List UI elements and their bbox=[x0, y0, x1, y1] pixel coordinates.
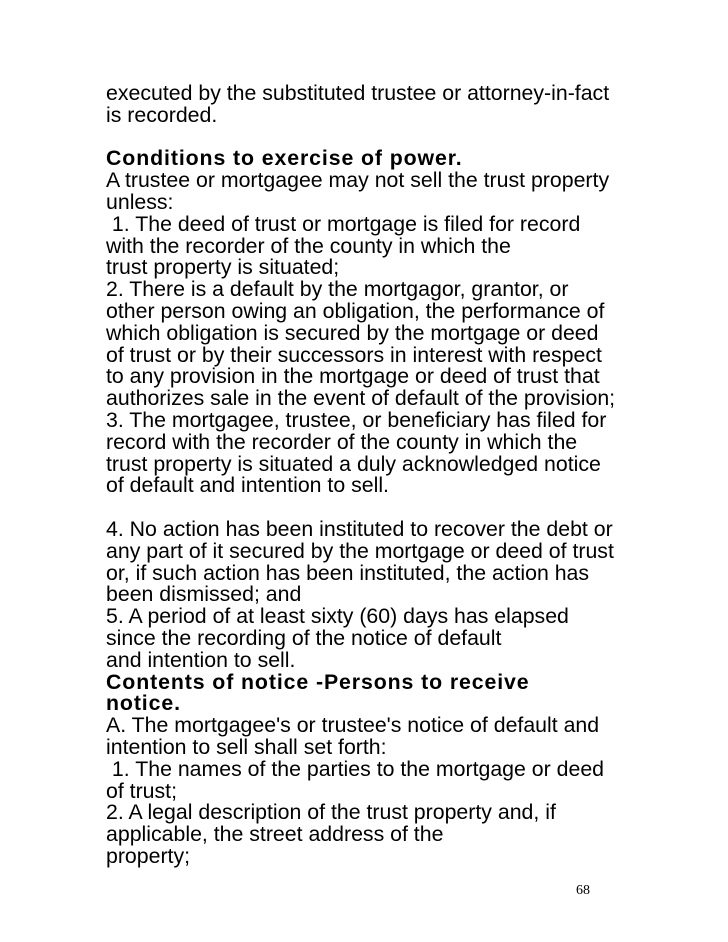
section-heading-contents: Contents of notice -Persons to receive bbox=[106, 669, 530, 694]
document-body bbox=[106, 83, 626, 868]
text-line: 2. A legal description of the trust property and, if bbox=[106, 800, 556, 825]
text-line: of default and intention to sell. bbox=[106, 473, 389, 498]
text-line: 1. The deed of trust or mortgage is filed for record bbox=[106, 211, 581, 236]
text-line: is recorded. bbox=[106, 102, 218, 127]
text-line: 5. A period of at least sixty (60) days has elapsed bbox=[106, 604, 569, 629]
text-line: authorizes sale in the event of default of the provision; bbox=[106, 386, 616, 411]
text-line: A trustee or mortgagee may not sell the trust property bbox=[106, 168, 610, 193]
text-line: trust property is situated a duly acknowledged notice bbox=[106, 451, 601, 476]
text-line: applicable, the street address of the bbox=[106, 822, 444, 847]
text-line: 2. There is a default by the mortgagor, grantor, or bbox=[106, 277, 569, 302]
text-line: intention to sell shall set forth: bbox=[106, 734, 387, 759]
text-line: any part of it secured by the mortgage or deed of trust bbox=[106, 538, 614, 563]
text-line: A. The mortgagee's or trustee's notice of default and bbox=[106, 713, 600, 738]
text-line: to any provision in the mortgage or deed of trust that bbox=[106, 364, 600, 389]
section-heading-conditions: Conditions to exercise of power. bbox=[106, 146, 463, 171]
text-line: which obligation is secured by the mortgage or deed bbox=[106, 320, 599, 345]
paragraph-gap bbox=[106, 127, 626, 149]
paragraph-gap bbox=[106, 497, 626, 519]
text-line: unless: bbox=[106, 189, 174, 214]
text-line: 4. No action has been instituted to recover the debt or bbox=[106, 516, 613, 541]
text-line: property; bbox=[106, 843, 191, 868]
text-line: trust property is situated; bbox=[106, 255, 340, 280]
text-line: record with the recorder of the county in which the bbox=[106, 429, 578, 454]
text-line: of trust; bbox=[106, 778, 178, 803]
section-heading-contents-cont: notice. bbox=[106, 691, 181, 716]
text-line: since the recording of the notice of default bbox=[106, 625, 502, 650]
text-line: and intention to sell. bbox=[106, 647, 296, 672]
text-line: or, if such action has been instituted, the action has bbox=[106, 560, 590, 585]
text-line: been dismissed; and bbox=[106, 582, 302, 607]
page-number: 68 bbox=[576, 883, 590, 898]
text-line: of trust or by their successors in interest with respect bbox=[106, 342, 602, 367]
text-line: 3. The mortgagee, trustee, or beneficiary has filed for bbox=[106, 407, 607, 432]
text-line: other person owing an obligation, the performance of bbox=[106, 298, 605, 323]
text-line: with the recorder of the county in which the bbox=[106, 233, 511, 258]
text-line: 1. The names of the parties to the mortgage or deed bbox=[106, 756, 605, 781]
text-line: executed by the substituted trustee or attorney-in-fact bbox=[106, 81, 610, 105]
